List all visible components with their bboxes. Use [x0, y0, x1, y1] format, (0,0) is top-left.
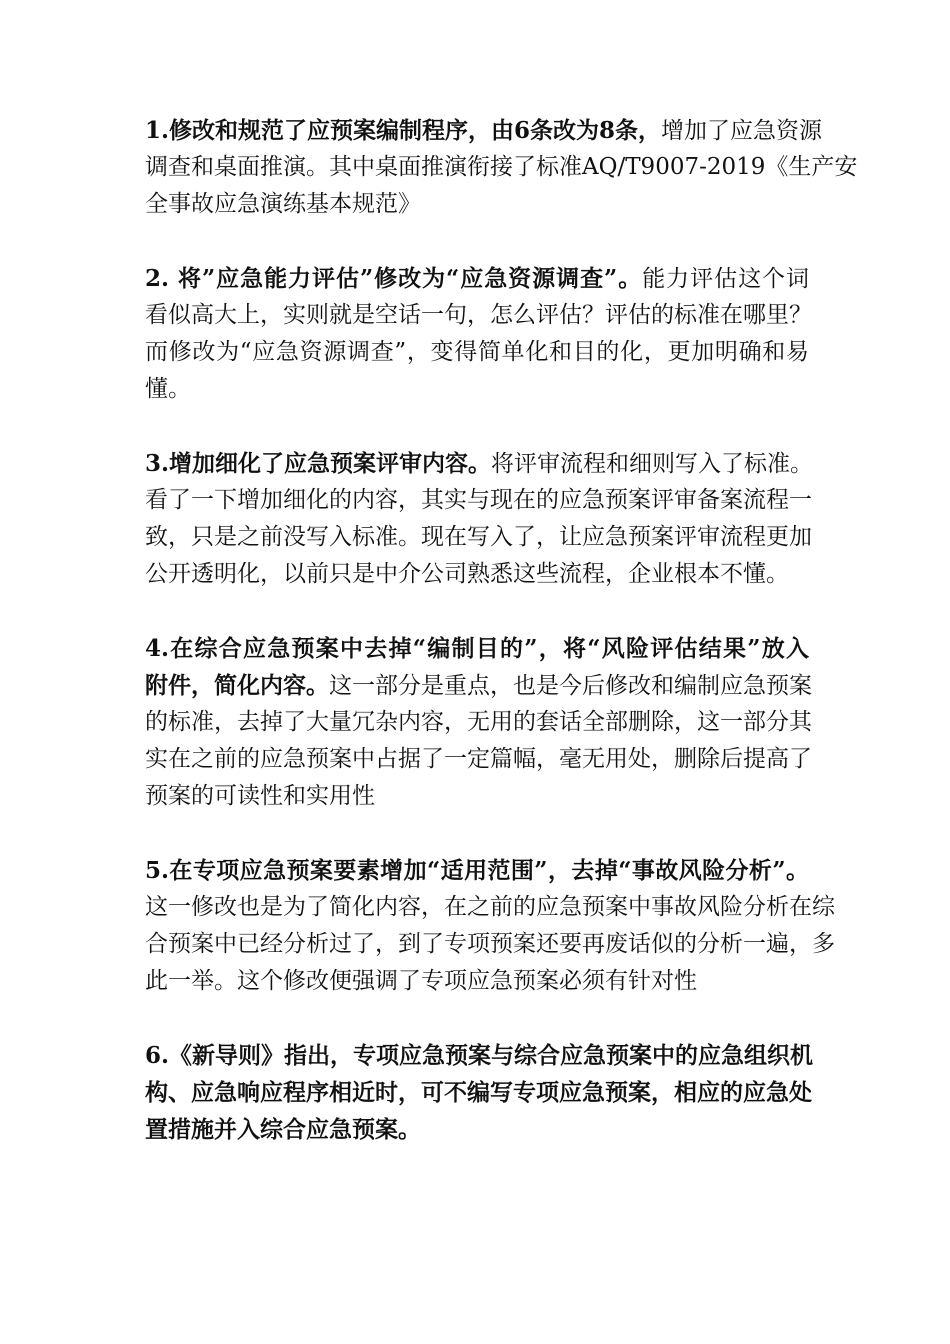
body-text: 而修改为“应急资源调查”，变得简单化和目的化，更加明确和易: [145, 339, 809, 365]
body-text: 此一举。这个修改便强调了专项应急预案必须有针对性: [145, 968, 697, 994]
body-text: 全事故应急演练基本规范》: [145, 191, 421, 217]
text-line: [145, 334, 809, 371]
text-line: [145, 1111, 809, 1148]
text-line: [145, 926, 835, 963]
bold-heading-text: 置措施并入综合应急预案。: [145, 1116, 421, 1143]
body-text: 的标准，去掉了大量冗杂内容，无用的套话全部删除，这一部分其: [145, 709, 812, 735]
text-line: [145, 260, 809, 297]
bold-heading-text: 1.修改和规范了应预案编制程序，由6条改为8条，: [145, 117, 662, 144]
text-line: [145, 149, 858, 186]
text-line: [145, 1074, 812, 1111]
text-line: [145, 963, 809, 1000]
body-text: 公开透明化，以前只是中介公司熟悉这些流程，企业根本不懂。: [145, 561, 789, 587]
bold-heading-text: 3.增加细化了应急预案评审内容。: [145, 450, 492, 477]
bold-heading-text: 4.在综合应急预案中去掉“编制目的”，将“风险评估结果”放入: [145, 635, 809, 662]
text-line: [145, 519, 812, 556]
text-line: [145, 445, 814, 482]
bold-heading-text: 附件，简化内容。: [145, 672, 329, 699]
body-text: 懂。: [145, 376, 191, 402]
text-line: [145, 667, 812, 704]
body-text: 能力评估这个词: [642, 266, 810, 292]
text-line: [145, 630, 809, 667]
text-line: [145, 371, 809, 408]
body-text: 调查和桌面推演。其中桌面推演衔接了标准AQ/T9007-2019《生产安: [145, 154, 858, 180]
body-text: 预案的可读性和实用性: [145, 783, 375, 809]
text-line: [145, 112, 823, 149]
body-text: 实在之前的应急预案中占据了一定篇幅，毫无用处，删除后提高了: [145, 746, 812, 772]
bold-heading-text: 6.《新导则》指出，专项应急预案与综合应急预案中的应急组织机: [145, 1042, 814, 1069]
document-body: [145, 112, 858, 1185]
text-line: [145, 556, 809, 593]
bold-heading-text: 2. 将”应急能力评估”修改为“应急资源调查”。: [145, 265, 643, 292]
text-line: [145, 778, 809, 815]
text-line: [145, 482, 812, 519]
text-line: [145, 741, 812, 778]
bold-heading-text: 构、应急响应程序相近时，可不编写专项应急预案，相应的应急处: [145, 1079, 812, 1106]
text-line: [145, 1037, 814, 1074]
paragraph-2: [145, 260, 812, 408]
paragraph-1: [145, 112, 858, 223]
body-text: 致，只是之前没写入标准。现在写入了，让应急预案评审流程更加: [145, 524, 812, 550]
paragraph-4: [145, 630, 812, 815]
body-text: 将评审流程和细则写入了标准。: [491, 451, 814, 477]
text-line: [145, 186, 809, 223]
body-text: 增加了应急资源: [661, 118, 823, 144]
bold-heading-text: 5.在专项应急预案要素增加“适用范围”，去掉“事故风险分析”。: [145, 857, 809, 884]
paragraph-5: [145, 852, 835, 1000]
text-line: [145, 704, 812, 741]
body-text: 合预案中已经分析过了，到了专项预案还要再废话似的分析一遍，多: [145, 931, 835, 957]
paragraph-3: [145, 445, 814, 593]
text-line: [145, 297, 812, 334]
paragraph-6: [145, 1037, 814, 1148]
body-text: 看似高大上，实则就是空话一句，怎么评估？评估的标准在哪里？: [145, 302, 812, 328]
body-text: 这一修改也是为了简化内容，在之前的应急预案中事故风险分析在综: [145, 894, 835, 920]
body-text: 看了一下增加细化的内容，其实与现在的应急预案评审备案流程一: [145, 487, 812, 513]
text-line: [145, 852, 809, 889]
text-line: [145, 889, 835, 926]
body-text: 这一部分是重点，也是今后修改和编制应急预案: [329, 673, 812, 699]
